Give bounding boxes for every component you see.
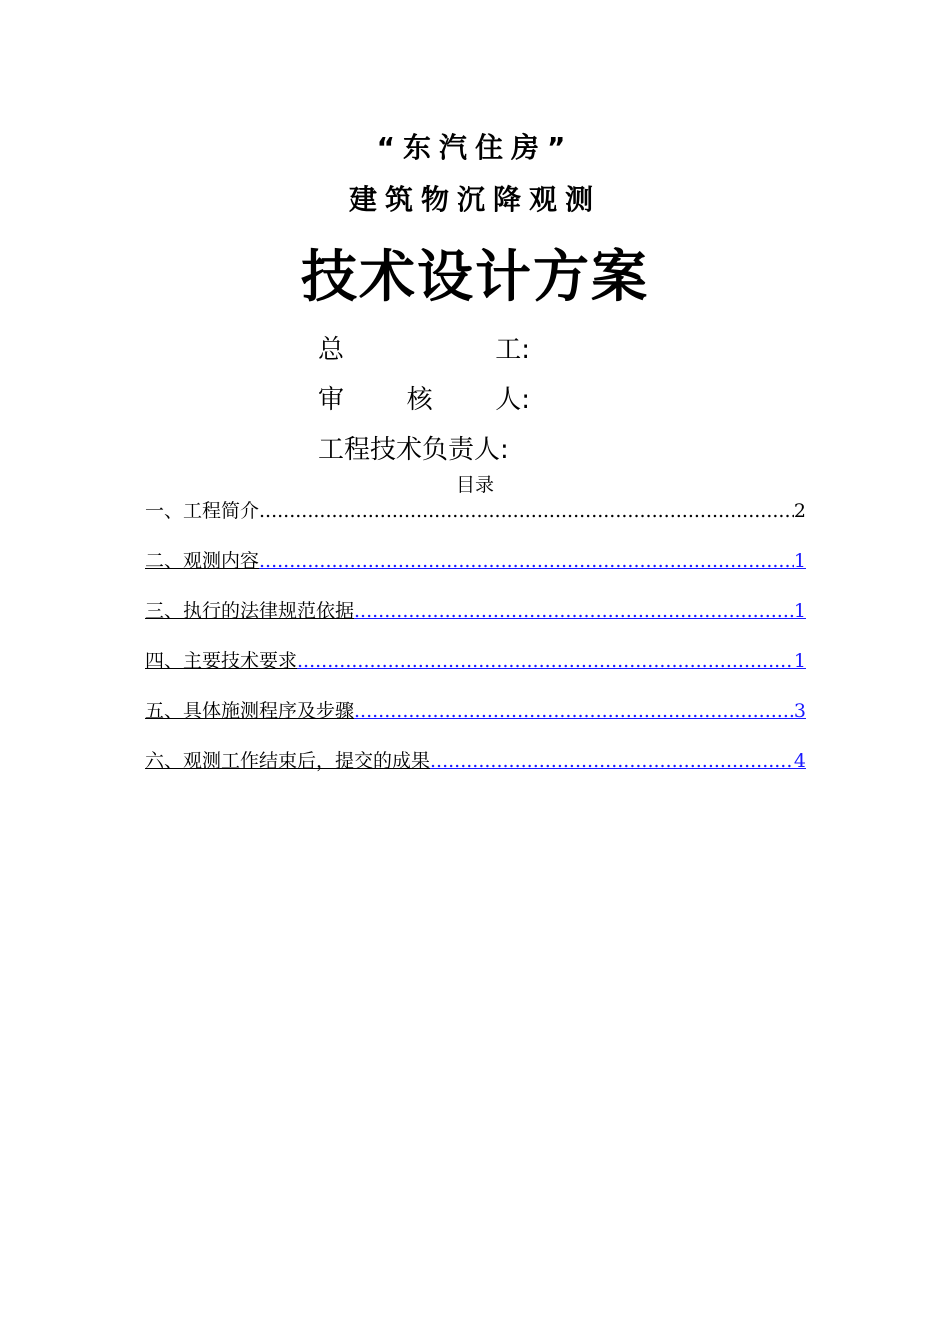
signature-label-part: 审 [318,385,345,415]
toc-leader-dots[interactable] [259,547,794,575]
toc-entry-link[interactable] [145,547,806,597]
signature-label-part: 工: [495,335,530,365]
toc-entry-link[interactable] [145,747,806,797]
signature-label-part: 总 [318,335,345,365]
toc-entry-page[interactable]: 1 [793,650,806,672]
toc-entry-link[interactable] [145,647,806,697]
toc-leader-dots[interactable] [354,597,794,625]
toc-entry-link[interactable] [145,597,806,647]
signature-label-part: 工程技术负责人: [318,435,509,465]
toc-leader-dots[interactable] [354,697,794,725]
title-subject: 建筑物沉降观测 [348,183,601,216]
toc-entry-title[interactable]: 五、具体施测程序及步骤 [145,700,355,722]
toc-entry-title: 一、工程简介 [145,500,260,522]
toc-entry-title[interactable]: 二、观测内容 [145,550,260,572]
table-of-contents [145,497,806,797]
toc-entry-title[interactable]: 四、主要技术要求 [145,650,298,672]
signature-label-part: 人: [495,385,530,415]
toc-entry [145,497,806,547]
signature-reviewer [318,382,530,418]
toc-leader-dots[interactable] [430,747,794,775]
toc-heading: 目录 [455,474,494,496]
toc-entry-page[interactable]: 1 [793,600,806,622]
toc-entry-page[interactable]: 1 [793,550,806,572]
toc-entry-page[interactable]: 3 [793,700,806,722]
title-main: 技术设计方案 [301,245,649,310]
toc-entry-title[interactable]: 三、执行的法律规范依据 [145,600,355,622]
title-project-name: “东汽住房” [376,131,574,164]
toc-entry-link[interactable] [145,697,806,747]
toc-leader-dots[interactable] [297,647,794,675]
toc-entry-page: 2 [793,500,806,522]
signature-technical-lead [318,432,530,468]
signature-label-part: 核 [406,385,433,415]
toc-entry-page[interactable]: 4 [793,750,806,772]
toc-leader-dots [259,497,794,525]
signature-chief-engineer [318,332,530,368]
toc-entry-title[interactable]: 六、观测工作结束后，提交的成果 [145,750,431,772]
